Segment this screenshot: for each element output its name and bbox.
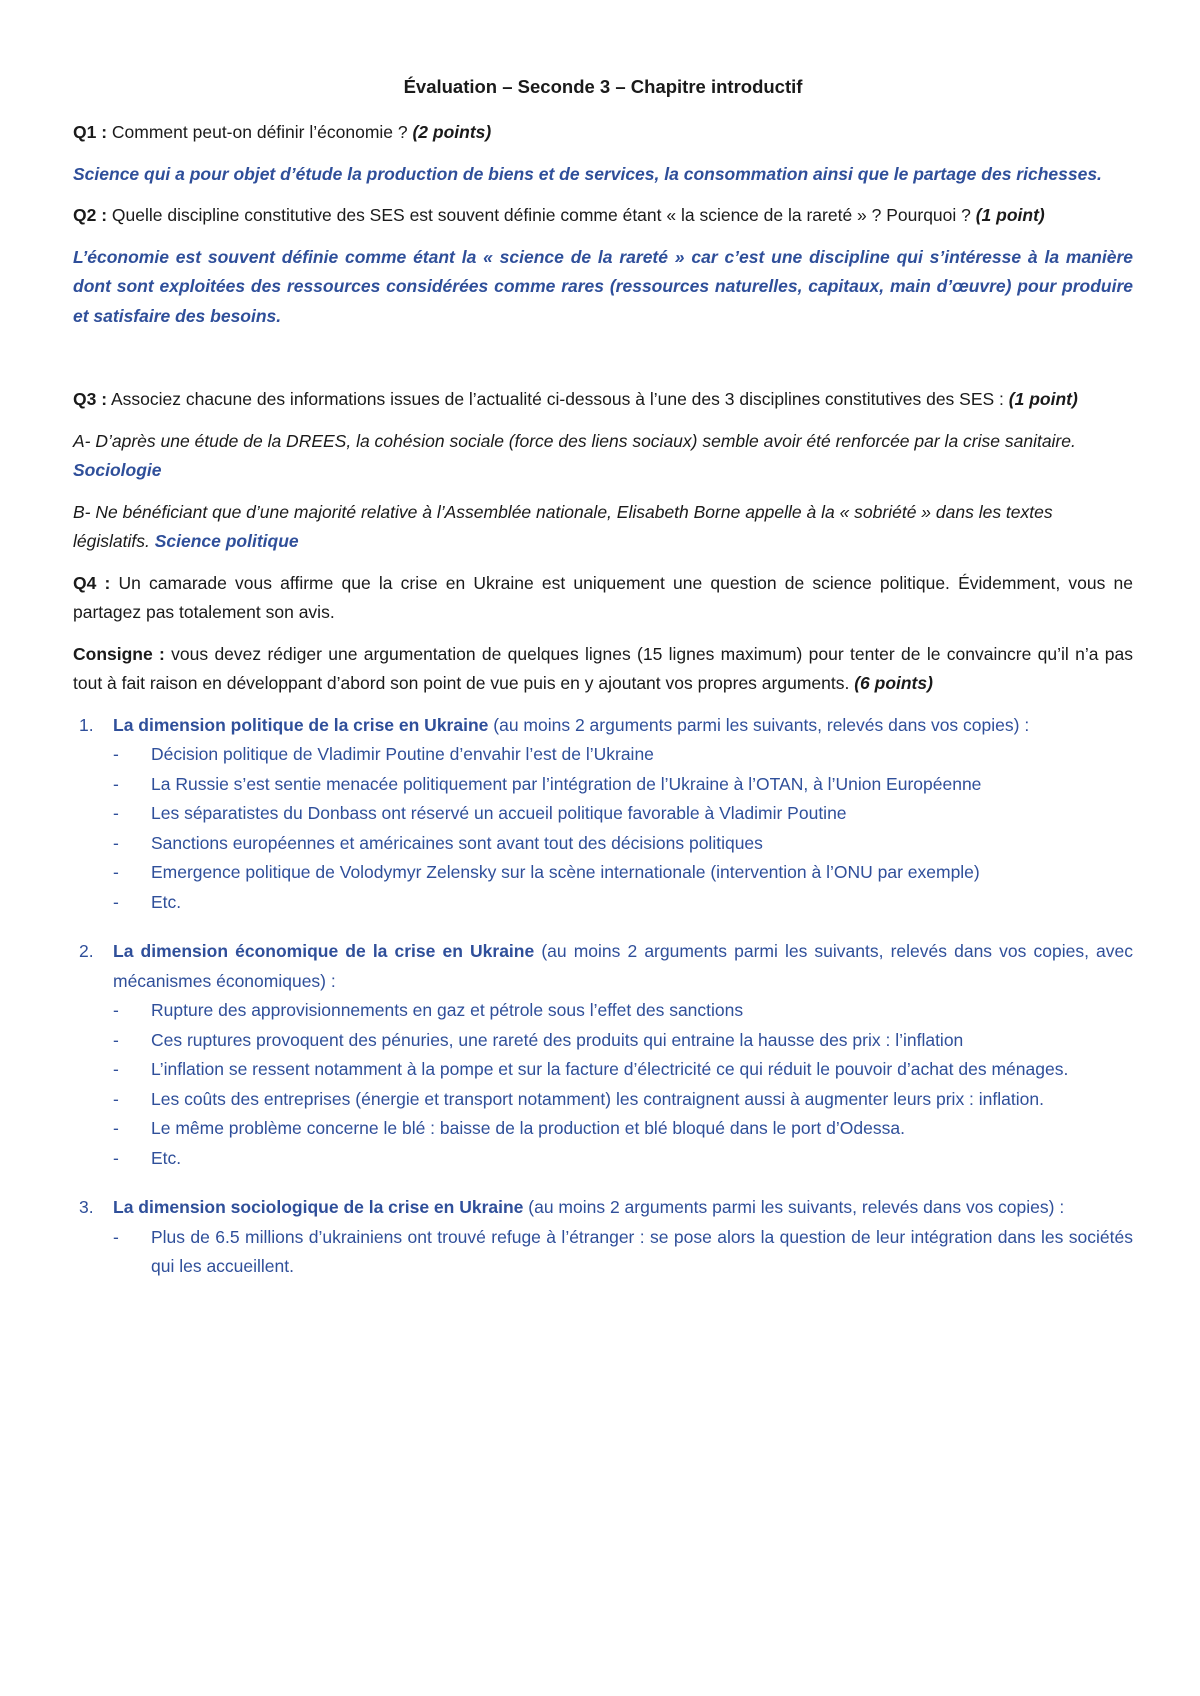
section-heading-line	[113, 1193, 1133, 1223]
consigne-label: Consigne :	[73, 643, 165, 664]
list-item	[113, 996, 1133, 1026]
list-item-text: Ces ruptures provoquent des pénuries, une rareté des produits qui entraine la hausse des prix : l’inflation	[151, 1029, 964, 1050]
argument-list	[113, 740, 1133, 917]
section-heading: La dimension politique de la crise en Ukraine	[113, 714, 489, 735]
list-item	[113, 740, 1133, 770]
section-subtitle: (au moins 2 arguments parmi les suivants, relevés dans vos copies) :	[488, 714, 1030, 735]
dash-bullet: -	[113, 891, 119, 912]
section-number: 3.	[79, 1197, 94, 1217]
list-item-text: Décision politique de Vladimir Poutine d’envahir l’est de l’Ukraine	[151, 744, 654, 764]
item-a-answer: Sociologie	[73, 460, 162, 480]
dash-bullet: -	[113, 744, 119, 764]
list-item-text: Les coûts des entreprises (énergie et transport notamment) les contraignent aussi à augmenter leurs prix : inflation.	[151, 1088, 1044, 1109]
dash-bullet: -	[113, 803, 119, 823]
list-item	[113, 1055, 1133, 1085]
list-item-text: Sanctions européennes et américaines sont avant tout des décisions politiques	[151, 832, 763, 853]
argument-list	[113, 1223, 1133, 1282]
dash-bullet: -	[113, 832, 119, 853]
answer-1: Science qui a pour objet d’étude la production de biens et de services, la consommation ainsi que le partage des richesses.	[73, 163, 1102, 184]
dash-bullet: -	[113, 1000, 119, 1020]
dash-bullet: -	[113, 1118, 119, 1138]
section-subtitle: (au moins 2 arguments parmi les suivants, relevés dans vos copies) :	[523, 1197, 1065, 1217]
section-number: 2.	[79, 941, 94, 961]
item-b-text: B- Ne bénéficiant que d’une majorité relative à l’Assemblée nationale, Elisabeth Borne appelle à la « sobriété » dans les textes législatifs.	[73, 501, 1053, 551]
question-2-points: (1 point)	[975, 205, 1045, 225]
section-heading: La dimension sociologique de la crise en Ukraine	[113, 1197, 524, 1217]
question-3	[73, 385, 1133, 415]
list-item-text: Les séparatistes du Donbass ont réservé un accueil politique favorable à Vladimir Poutine	[151, 803, 847, 823]
section-heading-line	[113, 937, 1133, 996]
page-title: Évaluation – Seconde 3 – Chapitre introductif	[403, 76, 803, 97]
consigne	[73, 640, 1133, 699]
list-item-text: Etc.	[151, 891, 182, 912]
section-subtitle: (au moins 2 arguments parmi les suivants, relevés dans vos copies, avec mécanismes économiques) :	[113, 941, 1133, 991]
question-1-text: Comment peut-on définir l’économie ?	[107, 122, 413, 142]
question-4	[73, 569, 1133, 628]
answer-2: L’économie est souvent définie comme étant la « science de la rareté » car c’est une discipline qui s’intéresse à la manière dont sont exploitées des ressources considérées comme rares (ressources naturelles, capitaux, main d’œuvre) pour produire et satisfaire des besoins.	[73, 246, 1133, 326]
question-3-item-b	[73, 498, 1133, 557]
section-heading-line	[113, 711, 1133, 741]
list-item-text: Rupture des approvisionnements en gaz et pétrole sous l’effet des sanctions	[151, 1000, 744, 1020]
question-1-label: Q1 :	[73, 122, 108, 142]
question-2-text: Quelle discipline constitutive des SES est souvent définie comme étant « la science de la rareté » ? Pourquoi ?	[107, 205, 976, 225]
item-a-text: A- D’après une étude de la DREES, la cohésion sociale (force des liens sociaux) semble avoir été renforcée par la crise sanitaire.	[73, 430, 1076, 451]
question-3-text: Associez chacune des informations issues de l’actualité ci-dessous à l’une des 3 disciplines constitutives des SES :	[107, 389, 1009, 409]
list-item-text: Etc.	[151, 1147, 182, 1168]
section-politique	[73, 711, 1133, 918]
question-4-text: Un camarade vous affirme que la crise en Ukraine est uniquement une question de science politique. Évidemment, vous ne partagez pas totalement son avis.	[73, 572, 1133, 622]
list-item	[113, 888, 1133, 918]
dash-bullet: -	[113, 1059, 119, 1079]
dash-bullet: -	[113, 1147, 119, 1168]
dash-bullet: -	[113, 862, 119, 882]
question-2	[73, 201, 1133, 231]
answer-sections	[73, 711, 1133, 1282]
section-heading: La dimension économique de la crise en Ukraine	[113, 941, 535, 961]
question-1-points: (2 points)	[412, 122, 492, 142]
question-4-label: Q4 :	[73, 572, 111, 593]
question-3-label: Q3 :	[73, 389, 108, 409]
dash-bullet: -	[113, 1226, 119, 1247]
question-1	[73, 118, 1133, 148]
list-item-text: Le même problème concerne le blé : baisse de la production et blé bloqué dans le port d’Odessa.	[151, 1118, 905, 1138]
dash-bullet: -	[113, 1029, 119, 1050]
list-item	[113, 858, 1133, 888]
list-item-text: Plus de 6.5 millions d’ukrainiens ont trouvé refuge à l’étranger : se pose alors la question de leur intégration dans les sociétés qui les accueillent.	[151, 1226, 1133, 1276]
section-sociologique	[73, 1193, 1133, 1282]
list-item	[113, 1144, 1133, 1174]
item-b-answer: Science politique	[154, 531, 299, 551]
section-economique	[73, 937, 1133, 1173]
list-item-text: La Russie s’est sentie menacée politiquement par l’intégration de l’Ukraine à l’OTAN, à l’Union Européenne	[151, 773, 982, 794]
list-item	[113, 799, 1133, 829]
consigne-text: vous devez rédiger une argumentation de quelques lignes (15 lignes maximum) pour tenter de le convaincre qu’il n’a pas tout à fait raison en développant d’abord son point de vue puis en y ajoutant vos propres arguments.	[73, 643, 1133, 693]
argument-list	[113, 996, 1133, 1173]
list-item	[113, 829, 1133, 859]
question-3-item-a	[73, 427, 1133, 486]
question-3-points: (1 point)	[1008, 389, 1078, 409]
document-body	[73, 72, 1133, 1282]
list-item	[113, 1114, 1133, 1144]
list-item	[113, 1026, 1133, 1056]
list-item	[113, 1223, 1133, 1282]
list-item-text: L’inflation se ressent notamment à la pompe et sur la facture d’électricité ce qui réduit le pouvoir d’achat des ménages.	[151, 1059, 1069, 1079]
question-4-points: (6 points)	[854, 673, 933, 693]
question-2-label: Q2 :	[73, 205, 108, 225]
list-item-text: Emergence politique de Volodymyr Zelensky sur la scène internationale (intervention à l’ONU par exemple)	[151, 862, 980, 882]
list-item	[113, 770, 1133, 800]
dash-bullet: -	[113, 773, 119, 794]
dash-bullet: -	[113, 1088, 119, 1109]
section-number: 1.	[79, 714, 94, 735]
list-item	[113, 1085, 1133, 1115]
